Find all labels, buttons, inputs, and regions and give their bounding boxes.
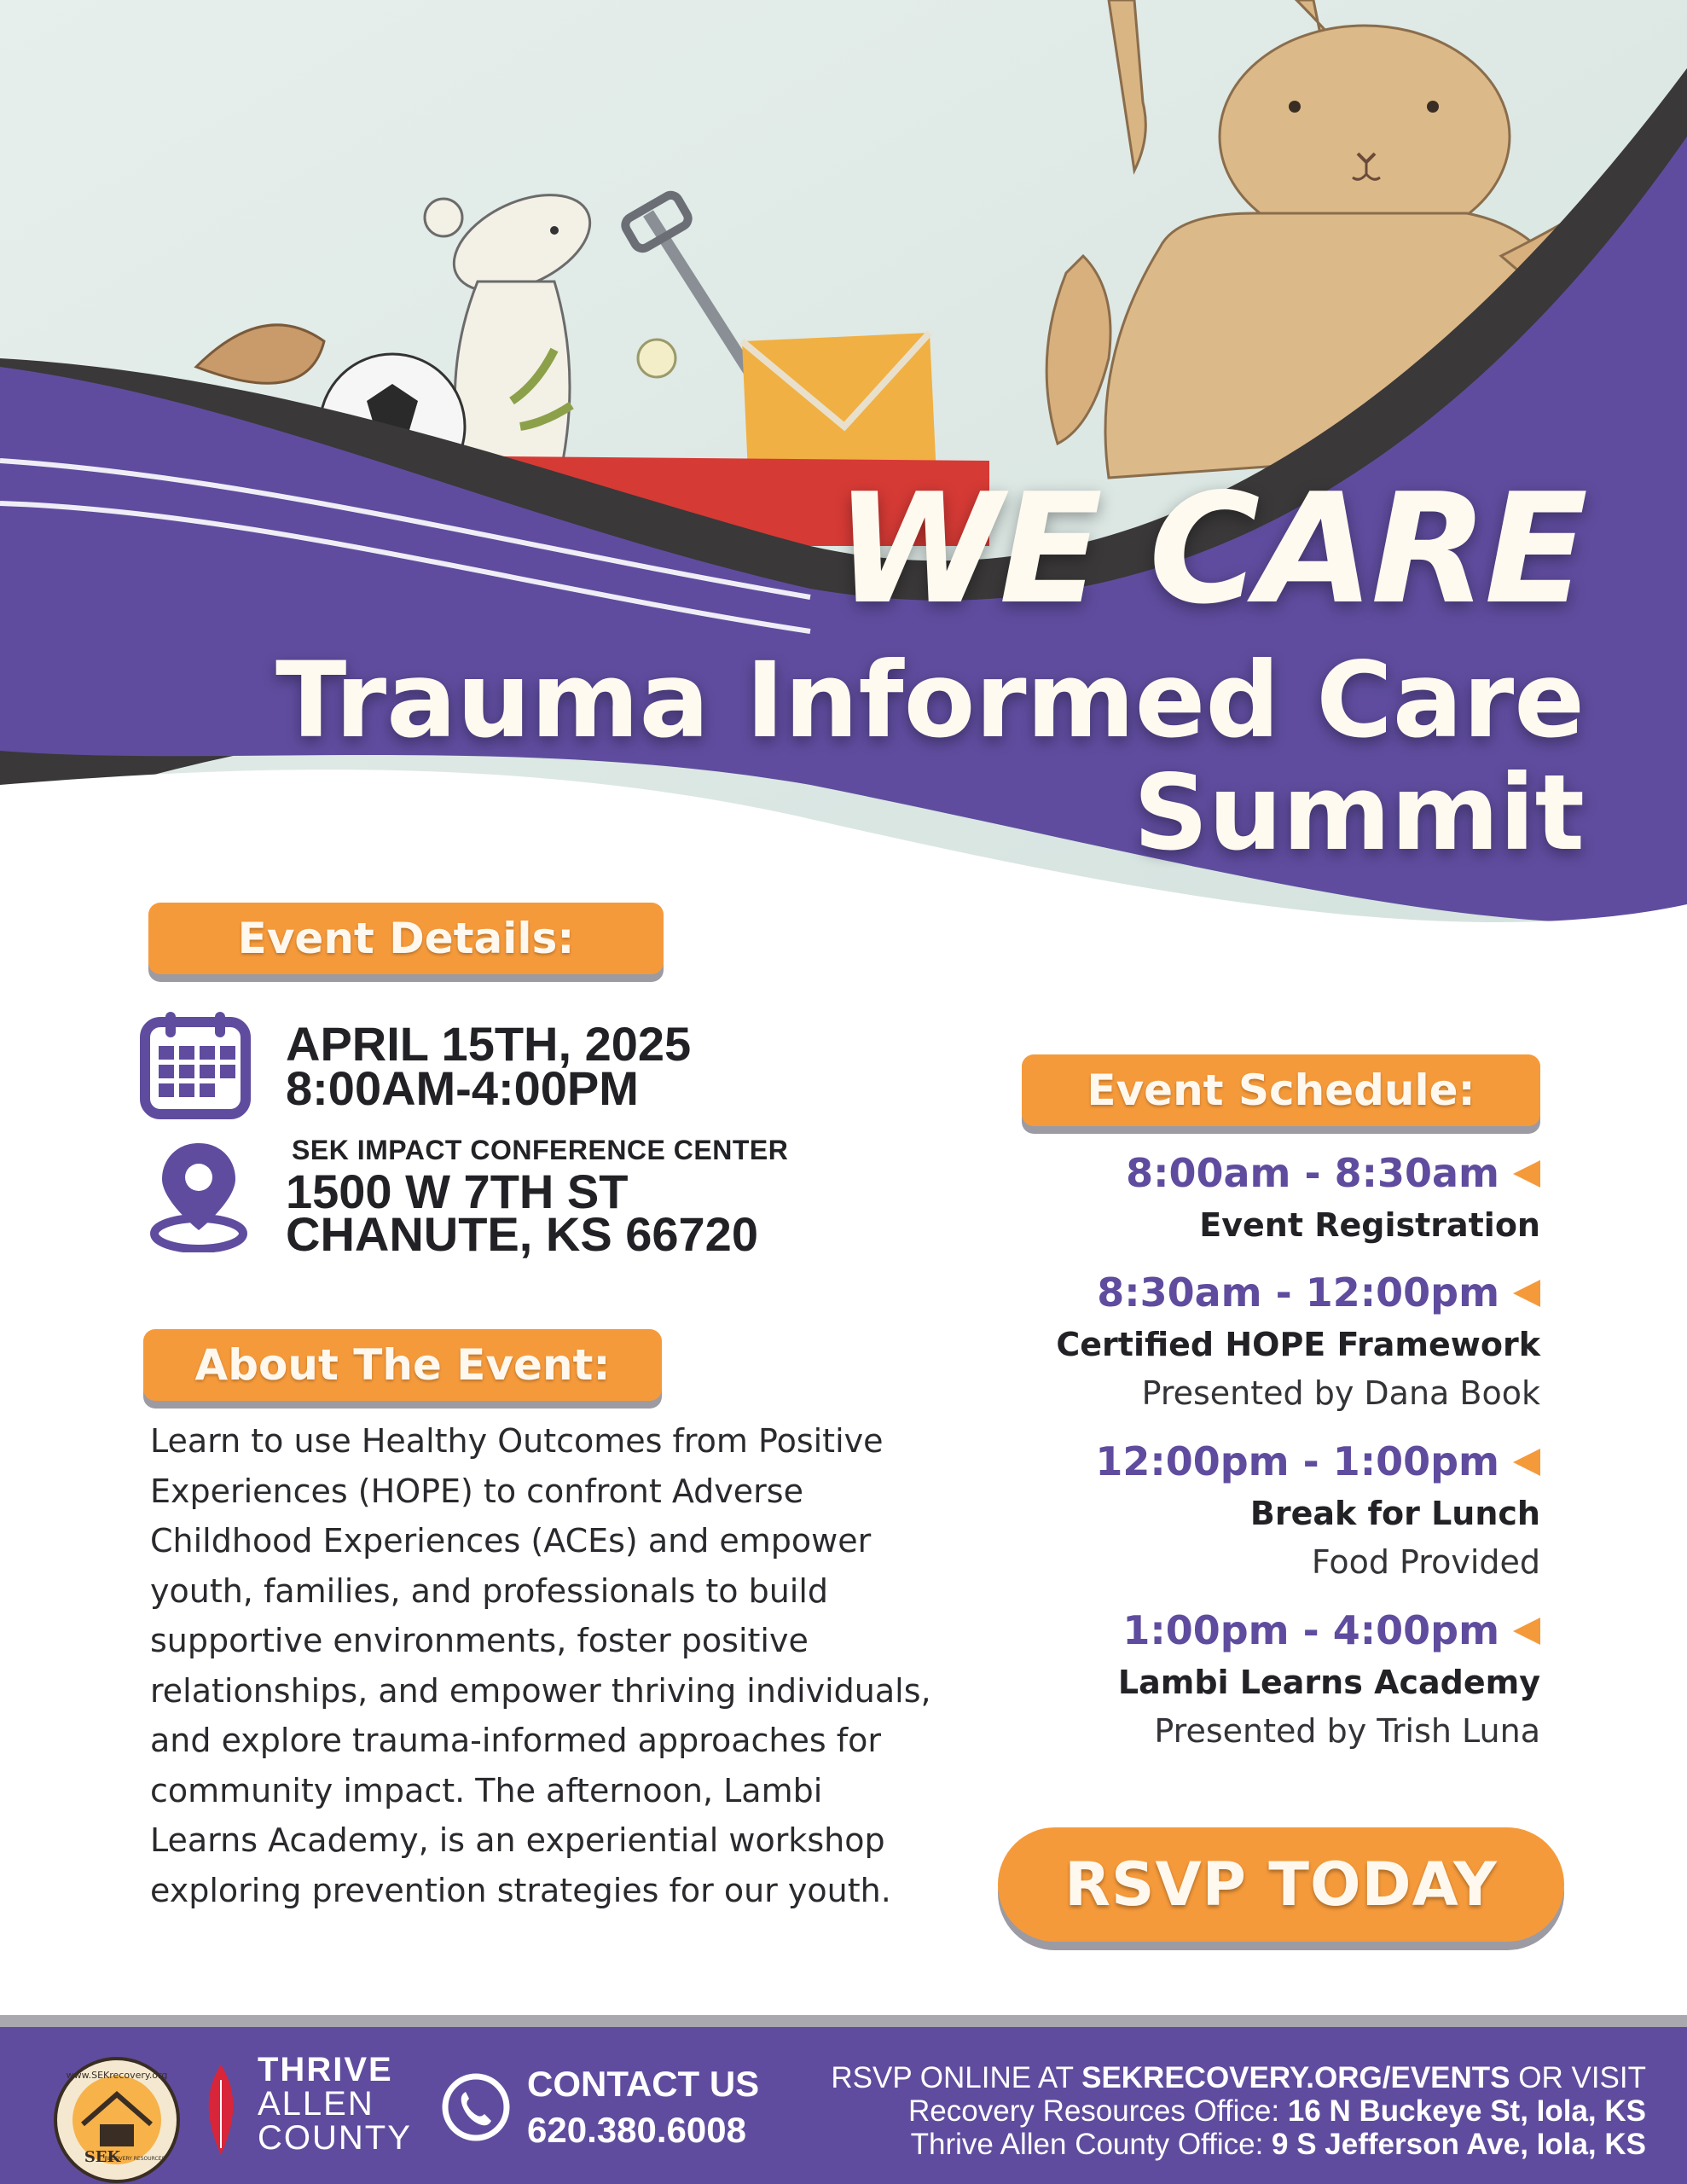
sek-recovery-logo <box>53 2056 181 2184</box>
thrive-word: THRIVE <box>258 2051 393 2088</box>
hero-banner <box>0 0 1687 956</box>
office1-address: 16 N Buckeye St, Iola, KS <box>1287 2094 1646 2128</box>
calendar-icon <box>140 1008 251 1119</box>
office2-address: 9 S Jefferson Ave, Iola, KS <box>1272 2128 1646 2161</box>
rsvp-prefix: RSVP ONLINE AT <box>831 2061 1082 2094</box>
phone-icon <box>440 2071 512 2143</box>
about-description: Learn to use Healthy Outcomes from Positive Experiences (HOPE) to confront Adverse Childhood Experiences (ACEs) and empower youth, families, and professionals to build supportive environments, foster positive relationships, and empower thriving individuals, and explore trauma-informed approaches for community impact. The afternoon, Lambi Learns Academy, is an experiential workshop exploring prevention strategies for our youth. <box>150 1422 931 1909</box>
schedule-presenter: Presented by Dana Book <box>1141 1374 1540 1412</box>
arrow-left-icon <box>1513 1618 1540 1645</box>
contact-label: CONTACT US <box>527 2064 760 2104</box>
contact-block <box>527 2061 759 2153</box>
venue-name: SEK IMPACT CONFERENCE CENTER <box>292 1135 789 1165</box>
footer <box>0 2027 1687 2184</box>
footer-divider <box>0 2015 1687 2027</box>
schedule-title: Break for Lunch <box>1249 1495 1540 1532</box>
schedule-item <box>943 1433 1540 1587</box>
title-line-2: Summit <box>1133 752 1585 874</box>
title-summit <box>275 640 1585 874</box>
schedule-time: 8:00am - 8:30am <box>943 1145 1540 1201</box>
schedule-item <box>943 1264 1540 1418</box>
arrow-left-icon <box>1513 1280 1540 1307</box>
contact-phone[interactable]: 620.380.6008 <box>527 2110 746 2150</box>
venue-city: CHANUTE, KS 66720 <box>286 1207 758 1261</box>
office2-label: Thrive Allen County Office: <box>910 2128 1272 2161</box>
thrive-allen-county-logo <box>258 2053 412 2155</box>
schedule-presenter: Presented by Trish Luna <box>1154 1712 1540 1750</box>
sek-logo-url: www.SEKrecovery.org <box>66 2070 168 2081</box>
schedule-title: Lambi Learns Academy <box>1117 1664 1540 1701</box>
about-heading: About The Event: <box>143 1329 662 1401</box>
event-details-heading: Event Details: <box>148 903 664 974</box>
schedule-title: Event Registration <box>1199 1206 1540 1244</box>
rsvp-url-link[interactable]: SEKRECOVERY.ORG/EVENTS <box>1081 2061 1510 2094</box>
event-time: 8:00AM-4:00PM <box>286 1061 639 1115</box>
title-line-1: Trauma Informed Care <box>275 640 1585 761</box>
rsvp-info <box>831 2061 1646 2161</box>
map-pin-icon <box>150 1138 247 1252</box>
schedule-title: Certified HOPE Framework <box>1056 1326 1540 1363</box>
event-date-time <box>286 1017 692 1115</box>
schedule-heading: Event Schedule: <box>1022 1054 1540 1126</box>
title-we-care: WE CARE <box>835 461 1585 637</box>
schedule-list <box>943 1145 1540 1771</box>
event-date: APRIL 15TH, 2025 <box>286 1017 692 1071</box>
county-word: COUNTY <box>258 2119 412 2157</box>
schedule-item <box>943 1145 1540 1249</box>
sek-logo-mark: SEK <box>84 2148 121 2166</box>
schedule-time: 12:00pm - 1:00pm <box>943 1433 1540 1490</box>
arrow-left-icon <box>1513 1160 1540 1188</box>
rsvp-suffix: OR VISIT <box>1510 2061 1646 2094</box>
sek-logo-sub: RECOVERY RESOURCES <box>104 2156 165 2162</box>
schedule-note: Food Provided <box>1311 1543 1540 1581</box>
schedule-item <box>943 1602 1540 1756</box>
rsvp-button[interactable]: RSVP TODAY <box>998 1827 1564 1942</box>
venue-address <box>286 1165 758 1261</box>
office1-label: Recovery Resources Office: <box>908 2094 1288 2128</box>
allen-word: ALLEN <box>258 2085 374 2123</box>
arrow-left-icon <box>1513 1449 1540 1476</box>
venue-street: 1500 W 7TH ST <box>286 1165 629 1218</box>
thrive-flame-icon <box>201 2063 241 2157</box>
schedule-time: 1:00pm - 4:00pm <box>943 1602 1540 1658</box>
schedule-time: 8:30am - 12:00pm <box>943 1264 1540 1321</box>
